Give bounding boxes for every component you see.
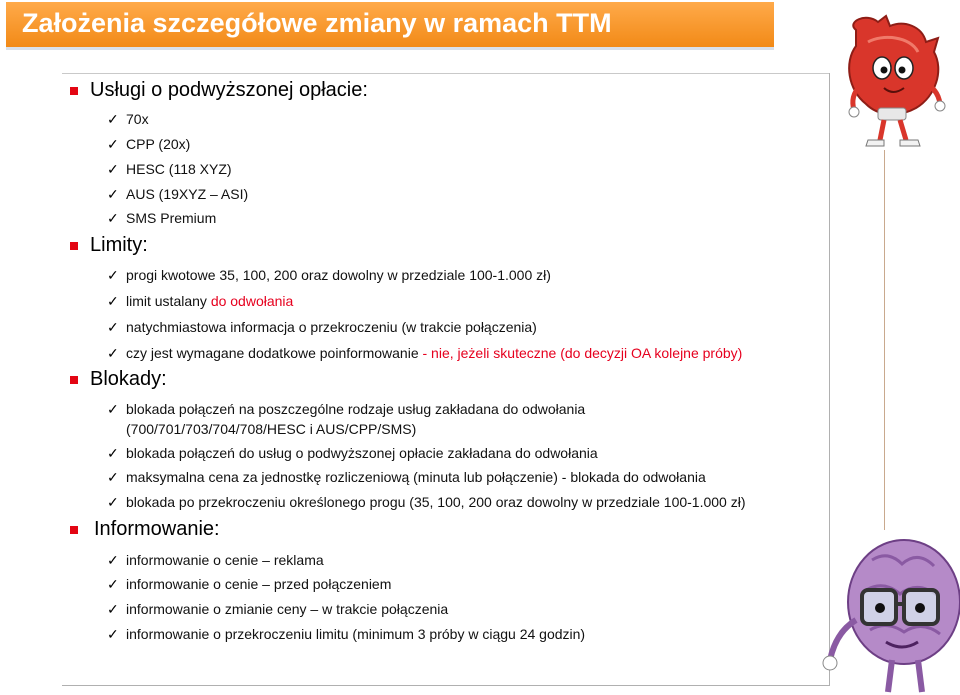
check-icon: ✓: [107, 161, 119, 177]
heading-limity: Limity:: [90, 234, 148, 256]
check-icon: ✓: [107, 494, 119, 510]
list-item: 70x: [126, 111, 149, 127]
list-item: informowanie o przekroczeniu limitu (minimum 3 próby w ciągu 24 godzin): [126, 626, 586, 642]
list-item: blokada połączeń na poszczególne rodzaje usług zakładana do odwołania: [126, 401, 586, 417]
check-icon: ✓: [107, 469, 119, 485]
frame-top-line: [62, 73, 830, 74]
check-icon: ✓: [107, 626, 119, 642]
list-item: AUS (19XYZ – ASI): [126, 186, 249, 202]
highlight-text: do odwołania: [210, 293, 294, 309]
heading-informowanie: Informowanie:: [94, 518, 220, 540]
list-item-text: czy jest wymagane dodatkowe poinformowanie: [126, 345, 423, 361]
check-icon: ✓: [107, 552, 119, 568]
brain-mascot-image: [822, 520, 960, 695]
heart-mascot-image: [826, 12, 960, 152]
bullet-square-icon: [70, 87, 78, 95]
list-item: informowanie o cenie – reklama: [126, 552, 324, 568]
highlight-text: - nie, jeżeli skuteczne (do decyzji OA kolejne próby): [422, 345, 743, 361]
check-icon: ✓: [107, 293, 119, 309]
check-icon: ✓: [107, 601, 119, 617]
list-item: blokada połączeń do usług o podwyższonej opłacie zakładana do odwołania: [126, 445, 598, 461]
bullet-square-icon: [70, 526, 78, 534]
list-item-text: limit ustalany: [126, 293, 211, 309]
list-item: progi kwotowe 35, 100, 200 oraz dowolny w przedziale 100-1.000 zł): [126, 267, 551, 283]
frame-bottom-line: [62, 685, 830, 686]
frame-right-accent-line: [884, 150, 885, 530]
title-bar: [6, 2, 774, 50]
list-item: maksymalna cena za jednostkę rozliczeniową (minuta lub połączenie) - blokada do odwołania: [126, 469, 706, 485]
list-item: informowanie o cenie – przed połączeniem: [126, 576, 392, 592]
bullet-square-icon: [70, 242, 78, 250]
check-icon: ✓: [107, 319, 119, 335]
check-icon: ✓: [107, 576, 119, 592]
list-item: informowanie o zmianie ceny – w trakcie połączenia: [126, 601, 449, 617]
slide-title: Założenia szczegółowe zmiany w ramach TTM: [22, 8, 612, 38]
check-icon: ✓: [107, 186, 119, 202]
heading-uslugi: Usługi o podwyższonej opłacie:: [90, 79, 368, 101]
list-item: HESC (118 XYZ): [126, 161, 232, 177]
check-icon: ✓: [107, 267, 119, 283]
list-item: [126, 345, 742, 361]
heading-blokady: Blokady:: [90, 368, 167, 390]
list-item-continuation: (700/701/703/704/708/HESC i AUS/CPP/SMS): [126, 421, 417, 437]
bullet-square-icon: [70, 376, 78, 384]
list-item: CPP (20x): [126, 136, 191, 152]
list-item: natychmiastowa informacja o przekroczeniu (w trakcie połączenia): [126, 319, 537, 335]
check-icon: ✓: [107, 345, 119, 361]
check-icon: ✓: [107, 210, 119, 226]
check-icon: ✓: [107, 445, 119, 461]
check-icon: ✓: [107, 401, 119, 417]
list-item: SMS Premium: [126, 210, 217, 226]
check-icon: ✓: [107, 111, 119, 127]
list-item: [126, 293, 293, 309]
check-icon: ✓: [107, 136, 119, 152]
list-item: blokada po przekroczeniu określonego progu (35, 100, 200 oraz dowolny w przedziale 100-1.000 zł): [126, 494, 746, 510]
